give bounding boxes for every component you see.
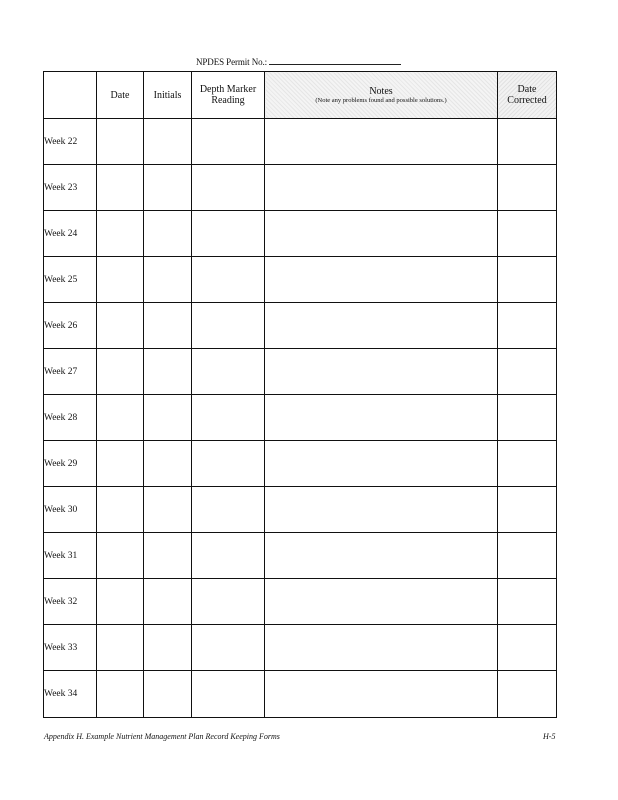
notes-cell[interactable]: [265, 579, 498, 625]
week-label: Week 24: [44, 211, 97, 257]
week-label: Week 22: [44, 119, 97, 165]
initials-cell[interactable]: [144, 257, 192, 303]
header-notes-title: Notes: [369, 85, 393, 97]
depth-reading-cell[interactable]: [192, 303, 265, 349]
table-row: [44, 349, 557, 395]
date-cell[interactable]: [97, 211, 144, 257]
initials-cell[interactable]: [144, 487, 192, 533]
header-notes: [265, 72, 498, 119]
date-cell[interactable]: [97, 257, 144, 303]
depth-reading-cell[interactable]: [192, 349, 265, 395]
initials-cell[interactable]: [144, 441, 192, 487]
date-cell[interactable]: [97, 119, 144, 165]
week-label: Week 27: [44, 349, 97, 395]
date-cell[interactable]: [97, 533, 144, 579]
weekly-inspection-table: [43, 71, 557, 718]
date-corrected-cell[interactable]: [498, 671, 557, 718]
week-label: Week 25: [44, 257, 97, 303]
date-corrected-cell[interactable]: [498, 165, 557, 211]
initials-cell[interactable]: [144, 303, 192, 349]
initials-cell[interactable]: [144, 119, 192, 165]
depth-reading-cell[interactable]: [192, 625, 265, 671]
date-corrected-cell[interactable]: [498, 119, 557, 165]
week-label: Week 30: [44, 487, 97, 533]
table-row: [44, 165, 557, 211]
initials-cell[interactable]: [144, 165, 192, 211]
header-depth-marker-reading: Depth Marker Reading: [192, 72, 265, 119]
date-corrected-cell[interactable]: [498, 487, 557, 533]
notes-cell[interactable]: [265, 487, 498, 533]
date-cell[interactable]: [97, 625, 144, 671]
table-row: [44, 625, 557, 671]
table-row: [44, 119, 557, 165]
notes-cell[interactable]: [265, 671, 498, 718]
week-label: Week 34: [44, 671, 97, 718]
date-cell[interactable]: [97, 671, 144, 718]
header-initials: Initials: [144, 72, 192, 119]
table-row: [44, 303, 557, 349]
week-label: Week 32: [44, 579, 97, 625]
initials-cell[interactable]: [144, 625, 192, 671]
initials-cell[interactable]: [144, 349, 192, 395]
depth-reading-cell[interactable]: [192, 441, 265, 487]
week-label: Week 28: [44, 395, 97, 441]
table-row: [44, 441, 557, 487]
initials-cell[interactable]: [144, 671, 192, 718]
table-row: [44, 487, 557, 533]
depth-reading-cell[interactable]: [192, 671, 265, 718]
date-corrected-cell[interactable]: [498, 395, 557, 441]
depth-reading-cell[interactable]: [192, 119, 265, 165]
footer-page-number: H-5: [543, 732, 556, 741]
footer-appendix-title: Appendix H. Example Nutrient Management Plan Record Keeping Forms: [44, 732, 280, 741]
notes-cell[interactable]: [265, 625, 498, 671]
week-label: Week 33: [44, 625, 97, 671]
week-label: Week 29: [44, 441, 97, 487]
header-date: Date: [97, 72, 144, 119]
date-cell[interactable]: [97, 579, 144, 625]
depth-reading-cell[interactable]: [192, 257, 265, 303]
notes-cell[interactable]: [265, 349, 498, 395]
date-corrected-cell[interactable]: [498, 257, 557, 303]
date-corrected-cell[interactable]: [498, 441, 557, 487]
depth-reading-cell[interactable]: [192, 395, 265, 441]
table-row: [44, 395, 557, 441]
date-cell[interactable]: [97, 395, 144, 441]
date-corrected-cell[interactable]: [498, 349, 557, 395]
initials-cell[interactable]: [144, 533, 192, 579]
table-row: [44, 211, 557, 257]
notes-cell[interactable]: [265, 533, 498, 579]
date-corrected-cell[interactable]: [498, 303, 557, 349]
initials-cell[interactable]: [144, 211, 192, 257]
notes-cell[interactable]: [265, 211, 498, 257]
header-notes-subtitle: (Note any problems found and possible solutions.): [315, 96, 447, 104]
date-corrected-cell[interactable]: [498, 625, 557, 671]
table-row: [44, 533, 557, 579]
initials-cell[interactable]: [144, 579, 192, 625]
date-cell[interactable]: [97, 349, 144, 395]
depth-reading-cell[interactable]: [192, 533, 265, 579]
depth-reading-cell[interactable]: [192, 211, 265, 257]
notes-cell[interactable]: [265, 395, 498, 441]
week-label: Week 23: [44, 165, 97, 211]
date-corrected-cell[interactable]: [498, 533, 557, 579]
table-row: [44, 579, 557, 625]
date-cell[interactable]: [97, 165, 144, 211]
depth-reading-cell[interactable]: [192, 165, 265, 211]
table-row: [44, 257, 557, 303]
npdes-permit-blank-line[interactable]: [269, 56, 401, 65]
notes-cell[interactable]: [265, 303, 498, 349]
notes-cell[interactable]: [265, 257, 498, 303]
depth-reading-cell[interactable]: [192, 579, 265, 625]
npdes-permit-label: NPDES Permit No.:: [196, 57, 268, 67]
table-row: [44, 671, 557, 718]
initials-cell[interactable]: [144, 395, 192, 441]
table-header-row: [44, 72, 557, 119]
npdes-permit-field: [196, 56, 401, 67]
notes-cell[interactable]: [265, 441, 498, 487]
date-corrected-cell[interactable]: [498, 579, 557, 625]
depth-reading-cell[interactable]: [192, 487, 265, 533]
header-date-corrected: Date Corrected: [498, 72, 557, 119]
date-cell[interactable]: [97, 303, 144, 349]
notes-cell[interactable]: [265, 165, 498, 211]
date-cell[interactable]: [97, 487, 144, 533]
week-label: Week 26: [44, 303, 97, 349]
header-week-blank: [44, 72, 97, 119]
date-cell[interactable]: [97, 441, 144, 487]
week-label: Week 31: [44, 533, 97, 579]
date-corrected-cell[interactable]: [498, 211, 557, 257]
notes-cell[interactable]: [265, 119, 498, 165]
